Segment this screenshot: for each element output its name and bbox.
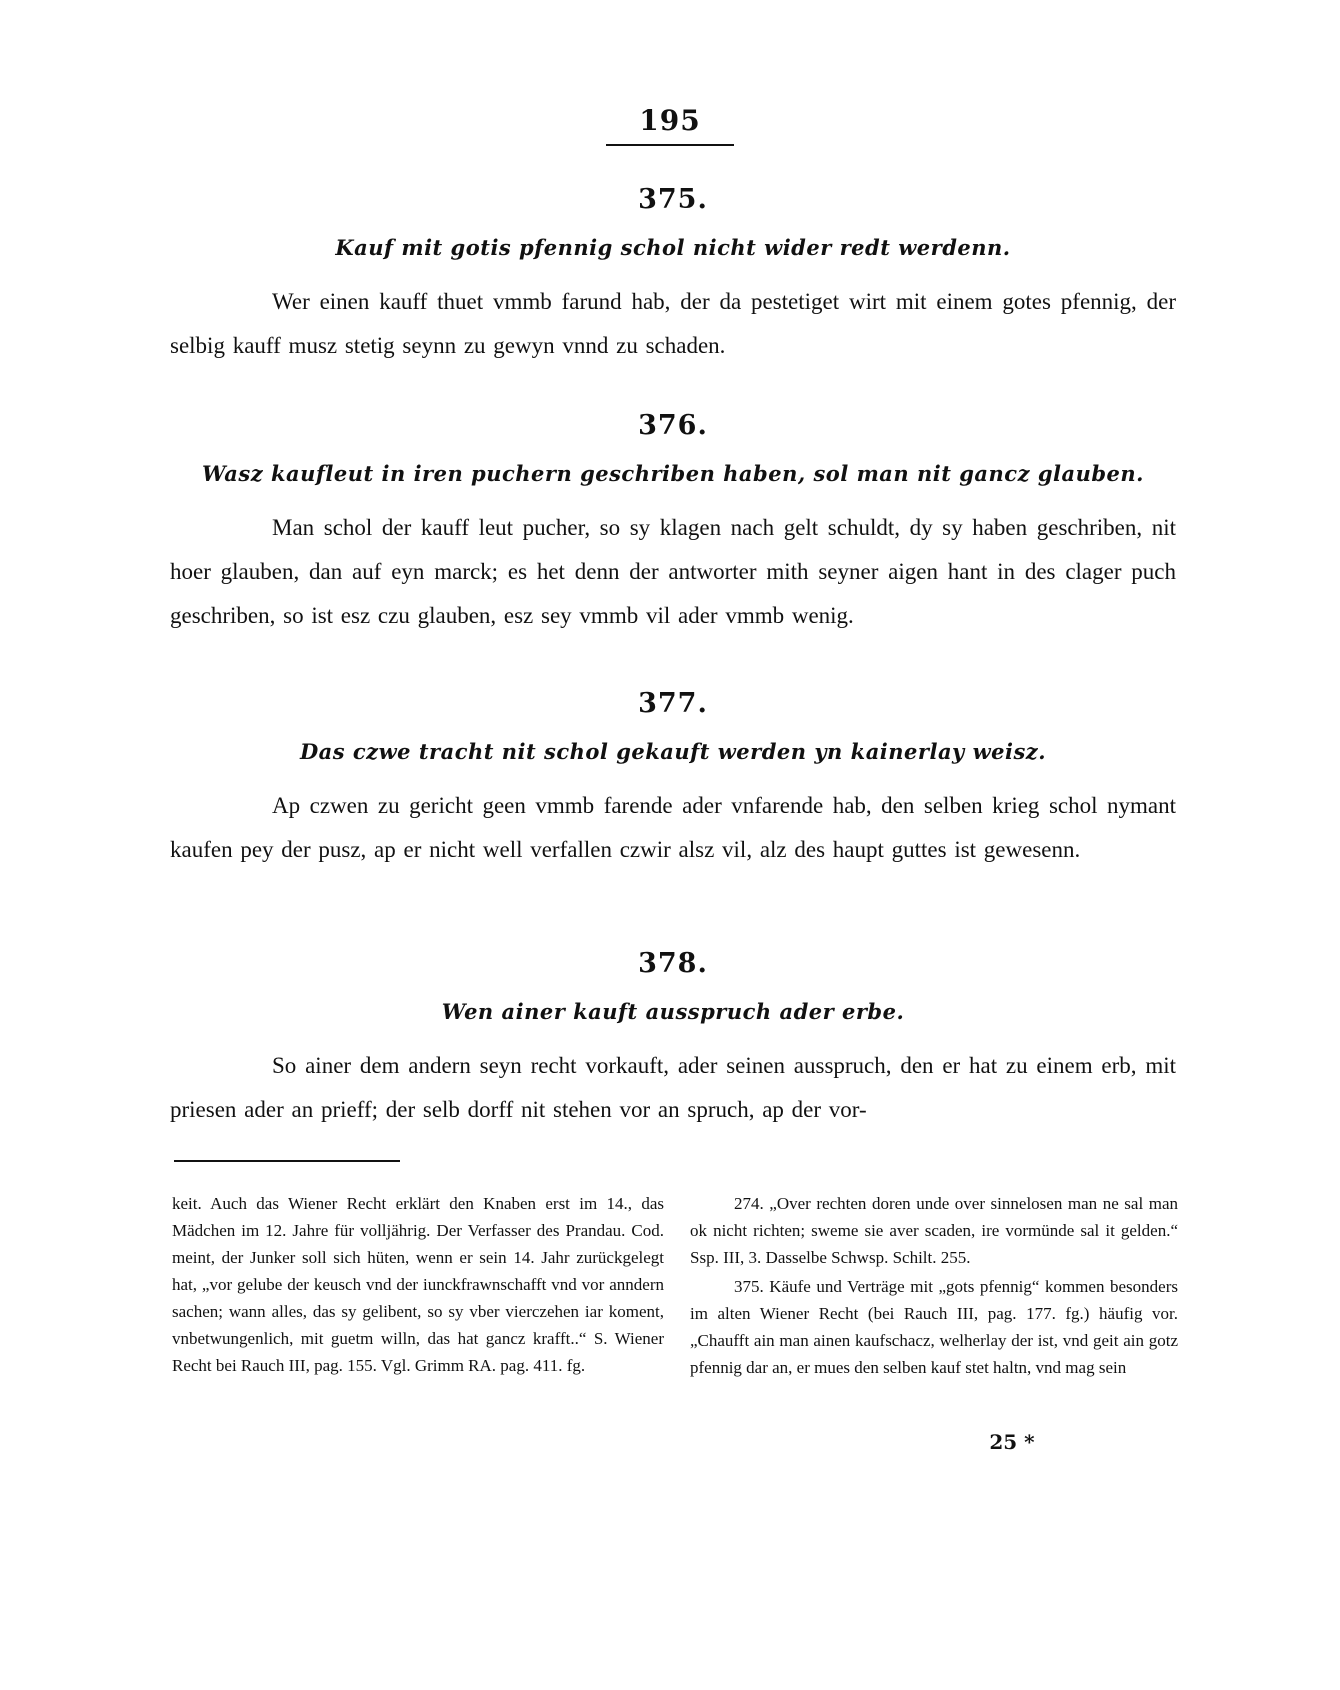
entry-title: Wasz kaufleut in iren puchern geschriben haben, sol man nit gancz glauben. bbox=[202, 461, 1144, 486]
entry-text: Man schol der kauff leut pucher, so sy klagen nach gelt schuldt, dy sy haben geschriben, nit hoer glauben, dan auf eyn marck; es het denn der antworter mith seyner aigen hant in des clager puch geschriben, so ist esz czu glauben, esz sey vmmb vil ader vmmb wenig. bbox=[170, 515, 1176, 628]
entry-number: 378. bbox=[638, 948, 708, 979]
entry-title: Das czwe tracht nit schol gekauft werden yn kainerlay weisz. bbox=[299, 739, 1047, 764]
entry-title: Wen ainer kauft ausspruch ader erbe. bbox=[441, 999, 905, 1024]
footnote-column-left bbox=[172, 1190, 664, 1379]
header-rule bbox=[606, 144, 734, 146]
entry-text: Ap czwen zu gericht geen vmmb farende ader vnfarende hab, den selben krieg schol nymant kaufen pey der pusz, ap er nicht well verfallen czwir alsz vil, alz des haupt guttes ist gewesenn. bbox=[170, 793, 1176, 862]
signature-mark: 25 * bbox=[989, 1430, 1035, 1454]
entry-376 bbox=[170, 410, 1176, 638]
footnote-paragraph: keit. Auch das Wiener Recht erklärt den Knaben erst im 14., das Mädchen im 12. Jahre für volljährig. Der Verfasser des Prandau. Cod. meint, der Junker soll sich hüten, wenn er sein 14. Jahr zurückgelegt hat, „vor gelube der keusch vnd der iunckfrawnschafft vnd vor anndern sachen; wann alles, das sy gelibent, so sy vber vierczehen iar koment, vnbetwungenlich, mit guetm willn, das hat gancz krafft..“ S. Wiener Recht bei Rauch III, pag. 155. Vgl. Grimm RA. pag. 411. fg. bbox=[172, 1194, 664, 1375]
entry-number: 377. bbox=[638, 688, 708, 719]
footnote-paragraph: 274. „Over rechten doren unde over sinnelosen man ne sal man ok nicht richten; sweme sie aver scaden, ire vormünde sal it gelden.“ Ssp. III, 3. Dasselbe Schwsp. Schilt. 255. bbox=[690, 1194, 1178, 1267]
footnote-paragraph: 375. Käufe und Verträge mit „gots pfennig“ kommen besonders im alten Wiener Recht (bei Rauch III, pag. 177. fg.) häufig vor. „Chaufft ain man ainen kaufschacz, welherlay der ist, vnd geit ain gotz pfennig dar an, er mues den selben kauf stet haltn, vnd mag sein bbox=[690, 1277, 1178, 1377]
entry-number: 376. bbox=[638, 410, 708, 441]
entry-text: Wer einen kauff thuet vmmb farund hab, der da pestetiget wirt mit einem gotes pfennig, der selbig kauff musz stetig seynn zu gewyn vnnd zu schaden. bbox=[170, 289, 1176, 358]
entry-377 bbox=[170, 688, 1176, 872]
page-number: 195 bbox=[639, 104, 701, 137]
footnote-rule bbox=[174, 1160, 400, 1162]
entry-375 bbox=[170, 184, 1176, 368]
entry-title: Kauf mit gotis pfennig schol nicht wider redt werdenn. bbox=[335, 235, 1011, 260]
footnote-column-right bbox=[690, 1190, 1178, 1381]
entry-number: 375. bbox=[638, 184, 708, 215]
entry-378 bbox=[170, 948, 1176, 1132]
entry-text: So ainer dem andern seyn recht vorkauft, ader seinen ausspruch, den er hat zu einem erb, mit priesen ader an prieff; der selb dorff nit stehen vor an spruch, ap der vor- bbox=[170, 1053, 1176, 1122]
